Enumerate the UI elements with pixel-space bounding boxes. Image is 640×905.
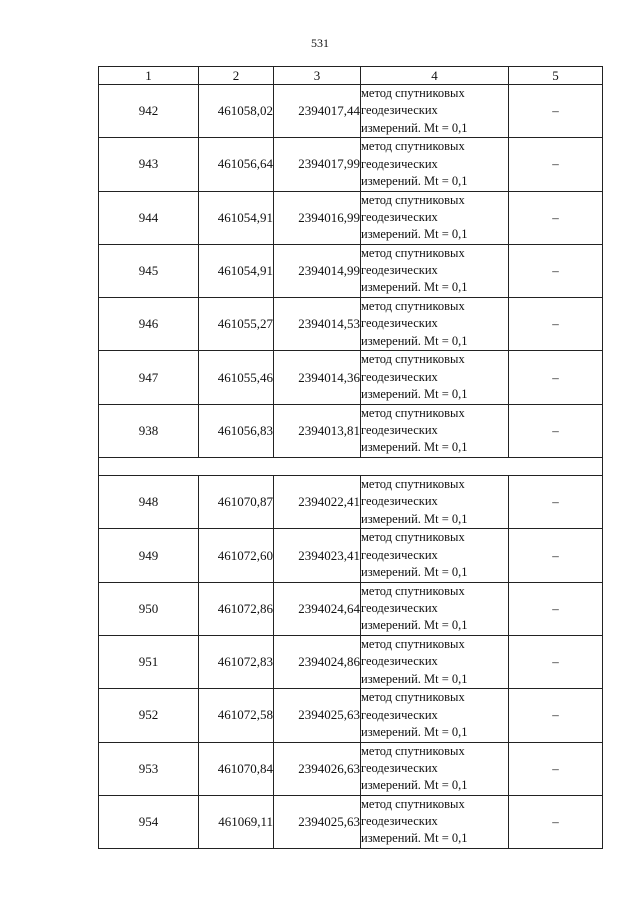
- x-coordinate: 461054,91: [199, 244, 274, 297]
- method-line: метод спутниковых: [361, 245, 465, 260]
- column-5-value: –: [509, 476, 603, 529]
- table-row: [99, 138, 603, 191]
- point-number: 946: [99, 298, 199, 351]
- point-number: 952: [99, 689, 199, 742]
- x-coordinate: 461055,46: [199, 351, 274, 404]
- column-header: 1: [99, 67, 199, 85]
- table-row: [99, 795, 603, 848]
- column-5-value: –: [509, 244, 603, 297]
- method-cell: [361, 529, 509, 582]
- y-coordinate: 2394023,41: [274, 529, 361, 582]
- y-coordinate: 2394014,99: [274, 244, 361, 297]
- table-row: [99, 404, 603, 457]
- column-5-value: –: [509, 635, 603, 688]
- y-coordinate: 2394016,99: [274, 191, 361, 244]
- point-number: 942: [99, 85, 199, 138]
- y-coordinate: 2394017,44: [274, 85, 361, 138]
- point-number: 943: [99, 138, 199, 191]
- table-row: [99, 191, 603, 244]
- x-coordinate: 461072,58: [199, 689, 274, 742]
- method-line: геодезических: [361, 316, 438, 331]
- column-5-value: –: [509, 298, 603, 351]
- column-header: 3: [274, 67, 361, 85]
- x-coordinate: 461056,64: [199, 138, 274, 191]
- column-5-value: –: [509, 404, 603, 457]
- method-cell: [361, 582, 509, 635]
- column-header: 5: [509, 67, 603, 85]
- method-line: измерений. Mt = 0,1: [361, 831, 468, 846]
- x-coordinate: 461072,86: [199, 582, 274, 635]
- table-row: [99, 689, 603, 742]
- method-line: измерений. Mt = 0,1: [361, 120, 468, 135]
- method-line: метод спутниковых: [361, 405, 465, 420]
- method-line: геодезических: [361, 547, 438, 562]
- header-row: [99, 67, 603, 85]
- method-line: метод спутниковых: [361, 352, 465, 367]
- table-row: [99, 351, 603, 404]
- method-line: измерений. Mt = 0,1: [361, 564, 468, 579]
- method-line: измерений. Mt = 0,1: [361, 671, 468, 686]
- table-row: [99, 476, 603, 529]
- method-line: измерений. Mt = 0,1: [361, 618, 468, 633]
- y-coordinate: 2394017,99: [274, 138, 361, 191]
- method-line: геодезических: [361, 369, 438, 384]
- table-row: [99, 85, 603, 138]
- method-line: геодезических: [361, 263, 438, 278]
- x-coordinate: 461072,60: [199, 529, 274, 582]
- method-line: метод спутниковых: [361, 86, 465, 100]
- method-line: метод спутниковых: [361, 743, 465, 758]
- point-number: 944: [99, 191, 199, 244]
- column-5-value: –: [509, 742, 603, 795]
- table-row: [99, 742, 603, 795]
- x-coordinate: 461069,11: [199, 795, 274, 848]
- method-line: метод спутниковых: [361, 192, 465, 207]
- method-cell: [361, 795, 509, 848]
- method-line: метод спутниковых: [361, 796, 465, 811]
- column-header: 4: [361, 67, 509, 85]
- x-coordinate: 461054,91: [199, 191, 274, 244]
- point-number: 947: [99, 351, 199, 404]
- x-coordinate: 461070,84: [199, 742, 274, 795]
- point-number: 954: [99, 795, 199, 848]
- point-number: 938: [99, 404, 199, 457]
- method-line: измерений. Mt = 0,1: [361, 333, 468, 348]
- method-line: измерений. Mt = 0,1: [361, 778, 468, 793]
- method-line: измерений. Mt = 0,1: [361, 440, 468, 455]
- y-coordinate: 2394014,53: [274, 298, 361, 351]
- method-cell: [361, 404, 509, 457]
- page-number: 531: [311, 36, 329, 50]
- point-number: 948: [99, 476, 199, 529]
- method-line: геодезических: [361, 814, 438, 829]
- y-coordinate: 2394024,64: [274, 582, 361, 635]
- point-number: 950: [99, 582, 199, 635]
- method-line: измерений. Mt = 0,1: [361, 173, 468, 188]
- method-cell: [361, 138, 509, 191]
- y-coordinate: 2394025,63: [274, 795, 361, 848]
- method-line: метод спутниковых: [361, 636, 465, 651]
- column-5-value: –: [509, 529, 603, 582]
- method-line: геодезических: [361, 156, 438, 171]
- point-number: 945: [99, 244, 199, 297]
- x-coordinate: 461058,02: [199, 85, 274, 138]
- table-row: [99, 244, 603, 297]
- method-line: геодезических: [361, 423, 438, 438]
- method-cell: [361, 85, 509, 138]
- method-line: метод спутниковых: [361, 477, 465, 492]
- x-coordinate: 461072,83: [199, 635, 274, 688]
- y-coordinate: 2394013,81: [274, 404, 361, 457]
- method-cell: [361, 742, 509, 795]
- method-line: измерений. Mt = 0,1: [361, 511, 468, 526]
- method-line: геодезических: [361, 209, 438, 224]
- coordinates-table: [98, 66, 603, 849]
- method-line: измерений. Mt = 0,1: [361, 227, 468, 242]
- method-line: геодезических: [361, 103, 438, 118]
- y-coordinate: 2394024,86: [274, 635, 361, 688]
- method-line: геодезических: [361, 654, 438, 669]
- column-5-value: –: [509, 138, 603, 191]
- table-row: [99, 582, 603, 635]
- method-cell: [361, 635, 509, 688]
- column-5-value: –: [509, 795, 603, 848]
- method-line: измерений. Mt = 0,1: [361, 280, 468, 295]
- separator-cell: [99, 458, 603, 476]
- table-row: [99, 635, 603, 688]
- y-coordinate: 2394026,63: [274, 742, 361, 795]
- point-number: 949: [99, 529, 199, 582]
- method-cell: [361, 689, 509, 742]
- method-cell: [361, 351, 509, 404]
- column-5-value: –: [509, 191, 603, 244]
- method-line: метод спутниковых: [361, 530, 465, 545]
- method-line: измерений. Mt = 0,1: [361, 724, 468, 739]
- x-coordinate: 461055,27: [199, 298, 274, 351]
- x-coordinate: 461056,83: [199, 404, 274, 457]
- y-coordinate: 2394022,41: [274, 476, 361, 529]
- method-line: метод спутниковых: [361, 690, 465, 705]
- method-line: метод спутниковых: [361, 299, 465, 314]
- y-coordinate: 2394014,36: [274, 351, 361, 404]
- table-row: [99, 298, 603, 351]
- separator-row: [99, 458, 603, 476]
- point-number: 951: [99, 635, 199, 688]
- method-cell: [361, 476, 509, 529]
- column-5-value: –: [509, 689, 603, 742]
- column-5-value: –: [509, 351, 603, 404]
- method-cell: [361, 298, 509, 351]
- x-coordinate: 461070,87: [199, 476, 274, 529]
- column-5-value: –: [509, 85, 603, 138]
- method-line: геодезических: [361, 494, 438, 509]
- method-cell: [361, 244, 509, 297]
- column-header: 2: [199, 67, 274, 85]
- method-cell: [361, 191, 509, 244]
- table-row: [99, 529, 603, 582]
- method-line: геодезических: [361, 600, 438, 615]
- y-coordinate: 2394025,63: [274, 689, 361, 742]
- method-line: геодезических: [361, 707, 438, 722]
- method-line: метод спутниковых: [361, 139, 465, 154]
- method-line: метод спутниковых: [361, 583, 465, 598]
- method-line: геодезических: [361, 760, 438, 775]
- method-line: измерений. Mt = 0,1: [361, 387, 468, 402]
- point-number: 953: [99, 742, 199, 795]
- column-5-value: –: [509, 582, 603, 635]
